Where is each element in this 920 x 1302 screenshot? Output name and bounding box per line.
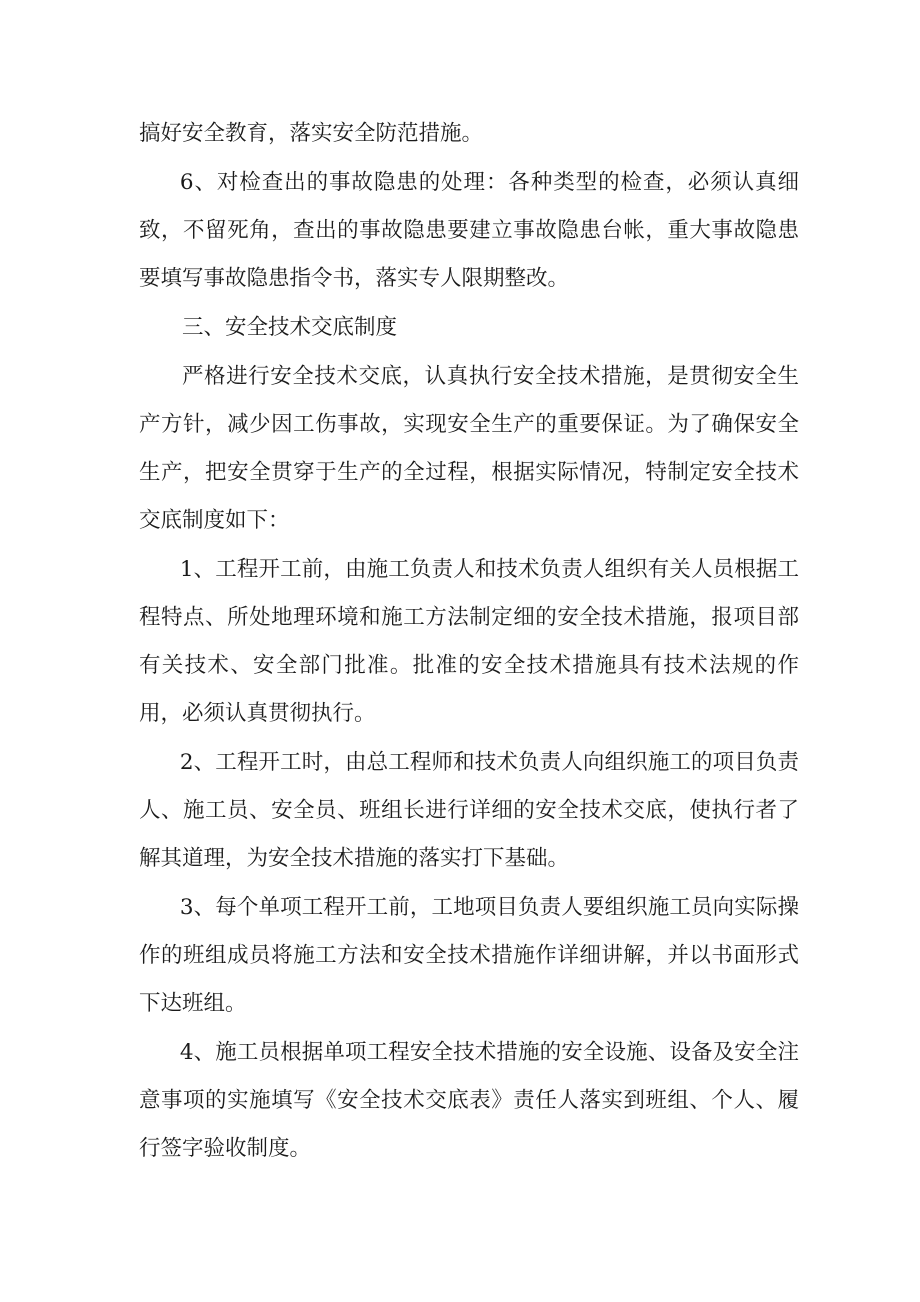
document-body bbox=[139, 110, 799, 1174]
section-heading: 三、安全技术交底制度 bbox=[182, 315, 398, 340]
paragraph-item-1: 1、工程开工前，由施工负责人和技术负责人组织有关人员根据工程特点、所处地理环境和施工方法制定细的安全技术措施，报项目部有关技术、安全部门批准。批准的安全技术措施具有技术法规的作用，必须认真贯彻执行。 bbox=[139, 557, 799, 726]
paragraph-item-6: 6、对检查出的事故隐患的处理：各种类型的检查，必须认真细致，不留死角，查出的事故隐患要建立事故隐患台帐，重大事故隐患要填写事故隐患指令书，落实专人限期整改。 bbox=[139, 170, 799, 291]
paragraph-item-4: 4、施工员根据单项工程安全技术措施的安全设施、设备及安全注意事项的实施填写《安全技术交底表》责任人落实到班组、个人、履行签字验收制度。 bbox=[139, 1040, 799, 1161]
paragraph-continuation: 搞好安全教育，落实安全防范措施。 bbox=[139, 121, 484, 146]
paragraph-item-2: 2、工程开工时，由总工程师和技术负责人向组织施工的项目负责人、施工员、安全员、班组长进行详细的安全技术交底，使执行者了解其道理，为安全技术措施的落实打下基础。 bbox=[139, 750, 799, 871]
paragraph-intro: 严格进行安全技术交底，认真执行安全技术措施，是贯彻安全生产方针，减少因工伤事故，实现安全生产的重要保证。为了确保安全生产，把安全贯穿于生产的全过程，根据实际情况，特制定安全技术交底制度如下： bbox=[139, 364, 799, 533]
paragraph-item-3: 3、每个单项工程开工前，工地项目负责人要组织施工员向实际操作的班组成员将施工方法和安全技术措施作详细讲解，并以书面形式下达班组。 bbox=[139, 895, 799, 1016]
